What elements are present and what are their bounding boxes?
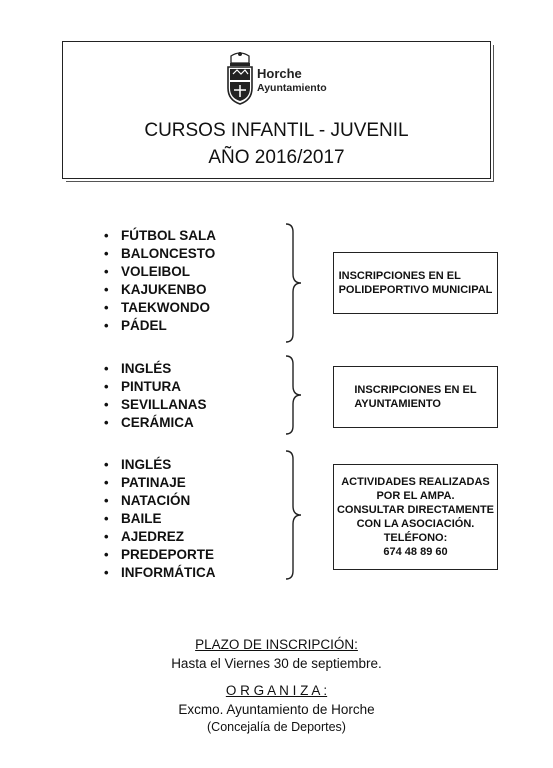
logo-subtitle: Ayuntamiento: [257, 82, 327, 94]
list-item: • KAJUKENBO: [104, 281, 216, 299]
title-line-1: CURSOS INFANTIL - JUVENIL: [144, 120, 409, 141]
list-item: • CERÁMICA: [104, 414, 207, 432]
town-logo: [225, 50, 345, 106]
list-item: • FÚTBOL SALA: [104, 227, 216, 245]
organiza-label: O R G A N I Z A :: [225, 683, 328, 698]
list-item: • VOLEIBOL: [104, 263, 216, 281]
arts-group: [104, 360, 207, 432]
brace-icon: [284, 222, 306, 344]
list-item: • INGLÉS: [104, 360, 207, 378]
list-item: • BAILE: [104, 510, 216, 528]
note-box-arts: [333, 366, 498, 428]
list-item: • NATACIÓN: [104, 492, 216, 510]
sports-group: [104, 227, 216, 335]
organizer-name: Excmo. Ayuntamiento de Horche: [178, 702, 375, 717]
list-item: • PINTURA: [104, 378, 207, 396]
list-item: • PÁDEL: [104, 317, 216, 335]
brace-icon: [284, 354, 306, 436]
title-line-2: AÑO 2016/2017: [208, 147, 345, 168]
coat-of-arms-icon: [225, 50, 255, 106]
note-box-sports: [333, 252, 498, 314]
deadline-text: Hasta el Viernes 30 de septiembre.: [171, 656, 382, 671]
note-text: ACTIVIDADES REALIZADAS POR EL AMPA. CONSULTAR DIRECTAMENTE CON LA ASOCIACIÓN. TELÉFONO: 674 48 89 60: [336, 476, 495, 558]
deadline-label: PLAZO DE INSCRIPCIÓN:: [195, 637, 358, 652]
list-item: • INFORMÁTICA: [104, 564, 216, 582]
ampa-group: [104, 456, 216, 582]
note-box-ampa: [333, 464, 498, 570]
list-item: • BALONCESTO: [104, 245, 216, 263]
brace-icon: [284, 449, 306, 581]
note-text: INSCRIPCIONES EN EL POLIDEPORTIVO MUNICIPAL: [338, 270, 493, 296]
list-item: • TAEKWONDO: [104, 299, 216, 317]
list-item: • INGLÉS: [104, 456, 216, 474]
list-item: • AJEDREZ: [104, 528, 216, 546]
list-item: • SEVILLANAS: [104, 396, 207, 414]
list-item: • PATINAJE: [104, 474, 216, 492]
note-text: INSCRIPCIONES EN EL AYUNTAMIENTO: [354, 384, 477, 410]
organizer-department: (Concejalía de Deportes): [207, 720, 346, 734]
list-item: • PREDEPORTE: [104, 546, 216, 564]
logo-name: Horche: [257, 66, 302, 81]
